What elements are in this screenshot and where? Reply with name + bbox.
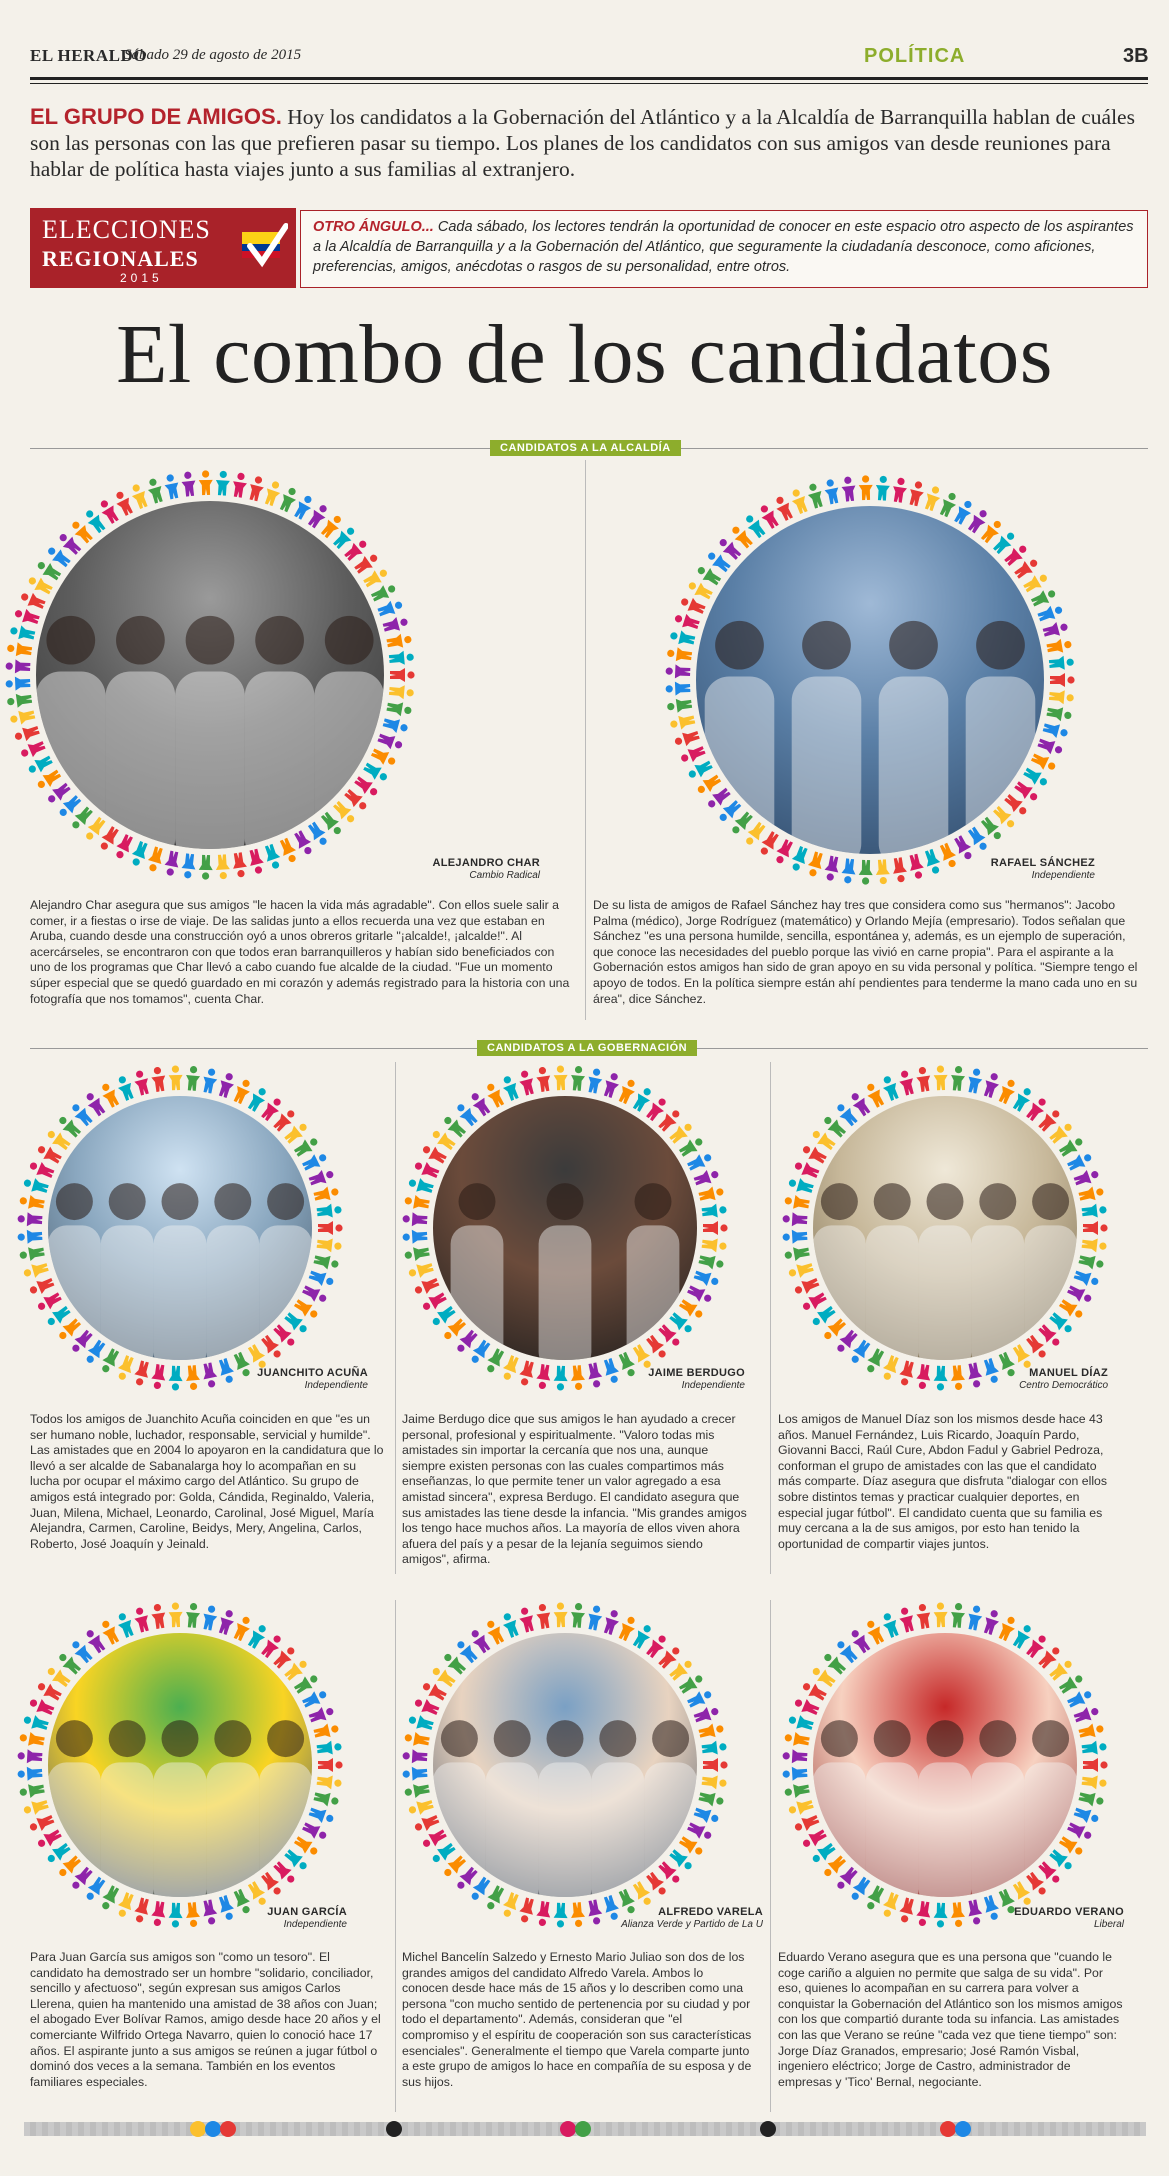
person-figure-icon: [17, 1212, 42, 1227]
person-figure-icon: [1042, 720, 1069, 740]
person-figure-icon: [231, 852, 249, 878]
candidate-party: Independiente: [1031, 870, 1095, 881]
otro-angulo-text: [313, 217, 1139, 277]
person-figure-icon: [19, 1245, 46, 1263]
person-figure-icon: [1078, 1721, 1105, 1740]
column-divider: [770, 1062, 771, 1574]
person-figure-icon: [404, 1245, 431, 1263]
column-divider: [585, 460, 586, 1020]
person-figure-icon: [782, 1229, 807, 1244]
person-figure-icon: [402, 1749, 427, 1764]
dot-icon: [386, 2121, 402, 2137]
person-figure-icon: [404, 1782, 431, 1800]
candidate-name: ALEJANDRO CHAR: [432, 857, 540, 869]
person-figure-icon: [907, 480, 926, 507]
group-photo-silhouette-icon: [36, 501, 384, 849]
person-figure-icon: [407, 1797, 435, 1817]
person-figure-icon: [247, 848, 266, 875]
person-figure-icon: [981, 1608, 1002, 1636]
person-figure-icon: [1081, 1740, 1107, 1757]
group-photo-silhouette-icon: [813, 1633, 1077, 1897]
person-figure-icon: [6, 641, 32, 658]
person-figure-icon: [698, 1184, 725, 1203]
person-figure-icon: [22, 1712, 50, 1732]
person-figure-icon: [9, 708, 36, 727]
person-figure-icon: [231, 472, 249, 498]
candidate-party: Alianza Verde y Partido de La U: [621, 1919, 763, 1930]
person-figure-icon: [782, 1766, 807, 1781]
person-figure-icon: [805, 851, 825, 879]
person-figure-icon: [215, 470, 231, 495]
person-figure-icon: [185, 1602, 201, 1628]
person-figure-icon: [698, 1252, 725, 1271]
person-figure-icon: [216, 1071, 237, 1099]
person-figure-icon: [407, 1260, 435, 1280]
otro-angulo-lead: OTRO ÁNGULO...: [313, 219, 434, 235]
person-figure-icon: [17, 1766, 42, 1781]
person-figure-icon: [382, 715, 409, 735]
person-figure-icon: [22, 1260, 50, 1280]
candidate-party: Liberal: [1093, 1919, 1124, 1930]
person-figure-icon: [784, 1730, 811, 1748]
elections-banner: [30, 208, 296, 288]
person-figure-icon: [19, 1193, 46, 1211]
candidate-party: Cambio Radical: [469, 870, 540, 881]
person-figure-icon: [1083, 1758, 1108, 1772]
person-figure-icon: [784, 1245, 811, 1263]
dot-icon: [575, 2121, 591, 2137]
newspaper-name: EL HERALDO: [30, 46, 147, 65]
person-figure-icon: [787, 1797, 815, 1817]
person-figure-icon: [933, 1065, 948, 1090]
dot-icon: [760, 2121, 776, 2137]
person-figure-icon: [407, 1175, 435, 1195]
dot-icon: [190, 2121, 206, 2137]
dot-icon: [220, 2121, 236, 2137]
person-figure-icon: [168, 1065, 183, 1090]
person-figure-icon: [535, 1603, 552, 1629]
person-figure-icon: [897, 1606, 917, 1633]
person-figure-icon: [586, 1604, 605, 1631]
candidate-name: MANUEL DÍAZ: [1029, 1367, 1108, 1379]
person-figure-icon: [701, 1740, 727, 1757]
person-figure-icon: [316, 1203, 342, 1220]
person-figure-icon: [666, 646, 692, 663]
person-figure-icon: [784, 1782, 811, 1800]
person-figure-icon: [570, 1602, 586, 1628]
candidate-photo: [696, 506, 1044, 854]
person-figure-icon: [318, 1758, 343, 1772]
column-divider: [395, 1062, 396, 1574]
person-figure-icon: [665, 681, 690, 696]
person-figure-icon: [17, 1229, 42, 1244]
person-figure-icon: [669, 713, 696, 732]
person-figure-icon: [316, 1774, 342, 1791]
candidate-photo: [813, 1633, 1077, 1897]
person-figure-icon: [701, 1774, 727, 1791]
person-figure-icon: [390, 668, 415, 682]
person-figure-icon: [389, 684, 415, 700]
group-photo-silhouette-icon: [433, 1633, 697, 1897]
banner-year: 2015: [120, 271, 163, 285]
person-figure-icon: [517, 1069, 537, 1096]
intro-text: Hoy los candidatos a la Gobernación del Atlántico y a la Alcaldía de Barranquilla hablan de cuáles son las personas con las que prefieren pasar su tiempo. Los planes de los candidatos con sus amigos van desde reuniones para hablar de política hasta viajes junto a sus familias al extranjero.: [30, 105, 1135, 181]
person-figure-icon: [553, 1602, 568, 1627]
candidate-text: Para Juan García sus amigos son "como un tesoro". El candidato ha demostrado ser un hombre "solidario, conciliador, sencillo y afectuoso", según expresan sus amigos Carlos Llerena, quien ha mantenido una amistad de 38 años con Juan; el abogado Ever Bolívar Ramos, amigo desde hace 20 años y el comerciante Wilfrido Ortega Navarro, quien lo conoció hace 17 años. El aspirante junto a sus amigos se reúnen a jugar fútbol o dominó dos veces a la semana. También en los eventos familiares especiales.: [30, 1950, 381, 2089]
candidate-photo: [433, 1096, 697, 1360]
person-figure-icon: [19, 1730, 46, 1748]
person-figure-icon: [402, 1766, 427, 1781]
person-figure-icon: [313, 1721, 340, 1740]
candidate-name: JUAN GARCÍA: [267, 1906, 347, 1918]
section-tag-alcaldia: CANDIDATOS A LA ALCALDÍA: [490, 440, 681, 456]
ballot-check-icon: [240, 222, 288, 274]
person-figure-icon: [966, 1604, 985, 1631]
person-figure-icon: [1046, 705, 1073, 723]
person-figure-icon: [185, 1065, 201, 1091]
person-figure-icon: [875, 475, 891, 500]
person-figure-icon: [553, 1065, 568, 1090]
section-tag-gobernacion: CANDIDATOS A LA GOBERNACIÓN: [477, 1040, 697, 1056]
person-figure-icon: [1049, 655, 1075, 671]
section-name: POLÍTICA: [864, 45, 966, 67]
person-figure-icon: [1078, 1184, 1105, 1203]
person-figure-icon: [601, 1071, 622, 1099]
candidate-party: Independiente: [681, 1380, 745, 1391]
person-figure-icon: [517, 1606, 537, 1633]
person-figure-icon: [5, 676, 30, 691]
person-figure-icon: [180, 853, 197, 879]
person-figure-icon: [669, 628, 696, 647]
person-figure-icon: [132, 1069, 152, 1096]
candidate-text: Jaime Berdugo dice que sus amigos le han ayudado a crecer personal, profesional y espiritualmente. "Valoro todas mis amistades sin importar la cercanía que nos una, aunque siempre existen personas con las cuales compartimos más enseñanzas, lo que permite tener un valor agregado a esa amistad sincera", expresa Berdugo. El candidato asegura que sus amistades las tiene desde la infancia. "Mis grandes amigos los tengo hace muchos años. La mayoría de ellos viven ahora afuera del país y a pesar de la lejanía seguimos siendo amigos", afirma.: [402, 1412, 747, 1567]
person-figure-icon: [1078, 1252, 1105, 1271]
person-figure-icon: [891, 477, 909, 503]
otro-angulo-box: [300, 210, 1148, 288]
person-figure-icon: [199, 470, 214, 495]
candidate-text: Los amigos de Manuel Díaz son los mismos desde hace 43 años. Manuel Fernández, Luis Ricardo, Joaquín Pardo, Giovanni Bacci, Raúl Cure, Abdon Fadul y Gabriel Pedroza, conforman el grupo de amistades con las que el candidato más comparte. Díaz asegura que disfruta "dialogar con ellos sobre distintos temas y practicar cualquier deportes, en especial jugar fútbol". El candidato cuenta que su familia es muy cercana a la de sus amigos, por esto han tenido la oportunidad de compartir viajes juntos.: [778, 1412, 1108, 1551]
person-figure-icon: [915, 1066, 932, 1092]
candidate-name: ALFREDO VARELA: [658, 1906, 763, 1918]
person-figure-icon: [701, 1237, 727, 1254]
person-figure-icon: [859, 475, 874, 500]
candidate-photo: [48, 1096, 312, 1360]
candidate-name: JAIME BERDUGO: [648, 1367, 745, 1379]
candidate-photo: [433, 1633, 697, 1897]
candidate-photo: [48, 1633, 312, 1897]
person-figure-icon: [132, 1606, 152, 1633]
group-photo-silhouette-icon: [433, 1096, 697, 1360]
person-figure-icon: [665, 664, 690, 679]
person-figure-icon: [168, 1602, 183, 1627]
person-figure-icon: [698, 1789, 725, 1808]
candidate-photo: [813, 1096, 1077, 1360]
group-photo-silhouette-icon: [696, 506, 1044, 854]
candidate-party: Independiente: [304, 1380, 368, 1391]
person-figure-icon: [782, 1749, 807, 1764]
person-figure-icon: [784, 1193, 811, 1211]
person-figure-icon: [215, 854, 231, 879]
candidate-text: Michel Bancelín Salzedo y Ernesto Mario Juliao son dos de los grandes amigos del candidato Alfredo Varela. Ambos lo conocen desde hace más de 15 años y lo describen como una persona "con mucho sentido de pertenencia por su ciudad y por todo el departamento". Además, consideran que "el compromiso y el espíritu de cooperación son sus características esenciales". Generalmente el tiempo que Varela comparte junto a este grupo de amigos lo hace en compañía de su esposa y de sus hijos.: [402, 1950, 752, 2089]
person-figure-icon: [897, 1069, 917, 1096]
person-figure-icon: [1081, 1237, 1107, 1254]
person-figure-icon: [586, 1067, 605, 1094]
candidate-name: JUANCHITO ACUÑA: [257, 1367, 368, 1379]
person-figure-icon: [386, 632, 413, 650]
headline: El combo de los candidatos: [116, 308, 1053, 401]
person-figure-icon: [19, 1782, 46, 1800]
candidate-text: Todos los amigos de Juanchito Acuña coinciden en que "es un ser humano noble, luchador, responsable, servicial y humilde". Las amistades que en 2004 lo apoyaron en la candidatura que lo llevó a ser alcalde de Sabanalarga hoy lo acompañan en su lucha por ocupar el máximo cargo del Atlántico. Su grupo de amigos está integrado por: Golda, Cándida, Reginaldo, Valeria, Juan, Milena, Michael, Leonardo, Carolinal, José Miguel, María Alejandra, Carmen, Caroline, Beidys, Mery, Angelina, Carlos, Roberto, José Joaquín y Jeinald.: [30, 1412, 384, 1551]
candidate-name: RAFAEL SÁNCHEZ: [990, 857, 1095, 869]
person-figure-icon: [404, 1730, 431, 1748]
person-figure-icon: [1081, 1203, 1107, 1220]
person-figure-icon: [318, 1221, 343, 1235]
intro-lead: EL GRUPO DE AMIGOS.: [30, 104, 282, 129]
person-figure-icon: [570, 1065, 586, 1091]
group-photo-silhouette-icon: [48, 1096, 312, 1360]
person-figure-icon: [201, 1067, 220, 1094]
person-figure-icon: [145, 846, 165, 874]
person-figure-icon: [703, 1758, 728, 1772]
dot-icon: [955, 2121, 971, 2137]
person-figure-icon: [22, 1175, 50, 1195]
person-figure-icon: [386, 700, 413, 718]
candidate-name: EDUARDO VERANO: [1014, 1906, 1124, 1918]
person-figure-icon: [389, 650, 415, 666]
person-figure-icon: [1050, 673, 1075, 687]
person-figure-icon: [22, 1797, 50, 1817]
dot-icon: [940, 2121, 956, 2137]
person-figure-icon: [701, 1203, 727, 1220]
person-figure-icon: [150, 1603, 167, 1629]
person-figure-icon: [402, 1212, 427, 1227]
person-figure-icon: [247, 475, 266, 502]
person-figure-icon: [1081, 1774, 1107, 1791]
person-figure-icon: [1083, 1221, 1108, 1235]
person-figure-icon: [316, 1740, 342, 1757]
dot-icon: [560, 2121, 576, 2137]
candidate-photo: [36, 501, 384, 849]
person-figure-icon: [1049, 689, 1075, 705]
person-figure-icon: [950, 1602, 966, 1628]
person-figure-icon: [404, 1193, 431, 1211]
person-figure-icon: [199, 855, 214, 880]
person-figure-icon: [933, 1602, 948, 1627]
person-figure-icon: [1042, 620, 1069, 640]
issue-date: Sábado 29 de agosto de 2015: [124, 47, 302, 63]
person-figure-icon: [313, 1184, 340, 1203]
person-figure-icon: [17, 1749, 42, 1764]
person-figure-icon: [787, 1175, 815, 1195]
person-figure-icon: [535, 1066, 552, 1092]
person-figure-icon: [915, 1603, 932, 1629]
person-figure-icon: [163, 850, 182, 877]
person-figure-icon: [703, 1221, 728, 1235]
otro-angulo-body: Cada sábado, los lectores tendrán la oportunidad de conocer en este espacio otro aspecto de los aspirantes a la Alcaldía de Barranquilla y a la Gobernación del Atlántico, que seguramente la ciudadanía desconoce, como aficiones, preferencias, amigos, anécdotas o rasgos de su personalidad, entre otros.: [313, 219, 1134, 275]
column-divider: [770, 1600, 771, 2112]
person-figure-icon: [840, 476, 857, 502]
candidate-text: Alejandro Char asegura que sus amigos "le hacen la vida más agradable". Con ellos suele salir a comer, ir a fiestas o irse de viaje. De las salidas junto a ellos recuerda una vez que estaban en Aruba, cuando desde una construcción oyó a unos obreros gritarle "¡alcalde!, ¡alcalde!". Al acercárseles, se encontraron con que todos eran barranquilleros y habían sido beneficiados con uno de los programas que Char llevó a cabo cuando fue alcalde de la ciudad. "Fue un momento súper especial que se quedó guardado en mi corazón y además registrado para la historia con una fotografía que nos tomamos", cuenta Char.: [30, 898, 570, 1006]
person-figure-icon: [313, 1789, 340, 1808]
person-figure-icon: [150, 1066, 167, 1092]
person-figure-icon: [163, 473, 182, 500]
candidate-party: Independiente: [283, 1919, 347, 1930]
dot-icon: [205, 2121, 221, 2137]
person-figure-icon: [666, 697, 692, 714]
person-figure-icon: [6, 692, 32, 709]
person-figure-icon: [313, 1252, 340, 1271]
person-figure-icon: [787, 1712, 815, 1732]
group-photo-silhouette-icon: [813, 1096, 1077, 1360]
candidate-text: De su lista de amigos de Rafael Sánchez hay tres que considera como sus "hermanos": Jacobo Palma (médico), Jorge Rodríguez (matemático) y Orlando Mejía (empresario). Todos señalan que Sánchez "es una persona humilde, sencilla, espontánea y, además, es un ejemplo de superación, que conoce las necesidades del pueblo porque las vivió en carne propia". Para el aspirante a la Gobernación estos amigos han sido de gran apoyo en su vida personal y política. "Siempre tengo el apoyo de todos. En la política siempre están ahí pendientes para tenderme la mano cada uno en su área", dice Sánchez.: [593, 898, 1138, 1006]
person-figure-icon: [216, 1608, 237, 1636]
person-figure-icon: [981, 1071, 1002, 1099]
person-figure-icon: [698, 1721, 725, 1740]
banner-line2: REGIONALES: [42, 246, 199, 271]
header-rule-thin: [30, 83, 1148, 84]
header-rule: [30, 77, 1148, 80]
person-figure-icon: [382, 615, 409, 635]
person-figure-icon: [787, 1260, 815, 1280]
group-photo-silhouette-icon: [48, 1633, 312, 1897]
person-figure-icon: [601, 1608, 622, 1636]
person-figure-icon: [966, 1067, 985, 1094]
person-figure-icon: [1046, 637, 1073, 655]
person-figure-icon: [201, 1604, 220, 1631]
person-figure-icon: [407, 1712, 435, 1732]
candidate-text: Eduardo Verano asegura que es una persona que "cuando le coge cariño a alguien no permite que salga de su vida". Por eso, quienes lo acompañan en su carrera para volver a conquistar la Gobernación del Atlántico son los mismos amigos con los que compartió durante toda su infancia. Las amistades con las que Verano se reúne "cada vez que tiene tiempo" son: Jorge Díaz Granados, empresario; José Ramón Visbal, ingeniero eléctrico; Jorge de Castro, administrador de empresas y 'Tico' Bernal, negociante.: [778, 1950, 1123, 2089]
person-figure-icon: [316, 1237, 342, 1254]
person-figure-icon: [823, 478, 842, 505]
person-figure-icon: [1078, 1789, 1105, 1808]
person-figure-icon: [402, 1229, 427, 1244]
page-number: 3B: [1123, 45, 1149, 67]
candidate-party: Centro Democrático: [1019, 1380, 1108, 1391]
intro-paragraph: [30, 104, 1148, 182]
person-figure-icon: [9, 623, 36, 642]
column-divider: [395, 1600, 396, 2112]
person-figure-icon: [782, 1212, 807, 1227]
person-figure-icon: [180, 471, 197, 497]
banner-line1: ELECCIONES: [42, 215, 211, 244]
person-figure-icon: [5, 659, 30, 674]
person-figure-icon: [950, 1065, 966, 1091]
